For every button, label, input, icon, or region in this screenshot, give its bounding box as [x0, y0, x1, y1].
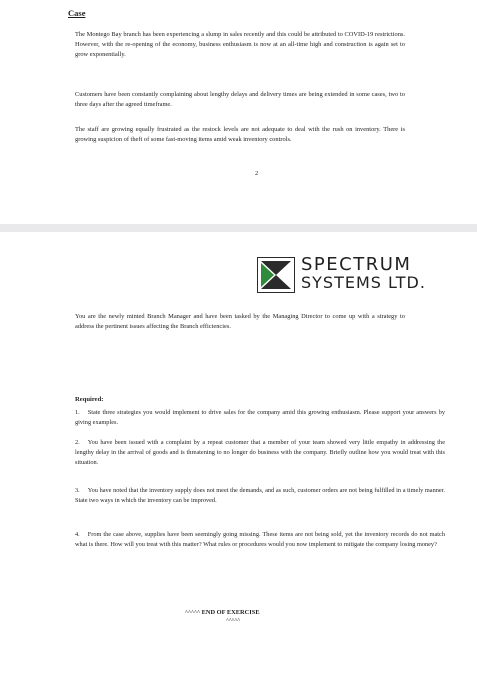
logo-line-2: SYSTEMS LTD.: [301, 273, 426, 292]
question-item: [75, 486, 445, 506]
question-number: 3.: [75, 487, 80, 494]
case-heading: Case: [68, 8, 86, 18]
question-number: 2.: [75, 439, 80, 446]
question-item: [75, 530, 445, 550]
case-paragraph-inventory: The staff are growing equally frustrated as the restock levels are not adequate to deal with the rush on inventory. There is growing suspicion of theft of some fast-moving items amid weak inventory controls.: [75, 126, 405, 143]
question-text: You have been issued with a complaint by a repeat customer that a member of your team showed very little empathy in addressing the lengthy delay in the arrival of goods and is threatening to no longer do business with the company. Briefly outline how you would treat with this situation.: [75, 439, 445, 466]
company-logo: [257, 255, 442, 297]
question-text: You have noted that the inventory supply does not meet the demands, and as such, customer orders are not being fulfilled in a timely manner. State two ways in which the inventory can be improved.: [75, 487, 445, 504]
case-paragraph-sales: The Montego Bay branch has been experiencing a slump in sales recently and this could be attributed to COVID-19 restrictions. However, with the re-opening of the economy, business enthusiasm is now at an all-time high and construction is again set to grow exponentially.: [75, 31, 405, 58]
question-item: [75, 408, 445, 428]
document-page-1: [0, 0, 477, 224]
case-paragraph-delays: Customers have been constantly complaining about lengthy delays and delivery times are being extended in some cases, two to three days after the agreed timeframe.: [75, 91, 405, 108]
task-intro-paragraph: You are the newly minted Branch Manager and have been tasked by the Managing Director to come up with a strategy to address the pertinent issues affecting the Branch efficiencies.: [75, 313, 405, 330]
question-text: State three strategies you would implement to drive sales for the company amid this growing enthusiasm. Please support your answers by giving examples.: [75, 409, 445, 426]
question-number: 4.: [75, 531, 80, 538]
required-label: Required:: [75, 396, 104, 403]
logo-line-1: SPECTRUM: [301, 254, 412, 275]
document-page-2: [0, 232, 477, 700]
question-text: From the case above, supplies have been seemingly going missing. These items are not being sold, yet the inventory records do not match what is there. How will you treat with this matter? What rules or procedures would you now implement to mitigate the company losing money?: [75, 531, 445, 548]
end-of-exercise: [185, 609, 260, 616]
end-text: END OF EXERCISE: [201, 609, 260, 616]
end-suffix: ^^^^^: [226, 618, 241, 624]
question-number: 1.: [75, 409, 80, 416]
question-item: [75, 438, 445, 468]
page-number: 2: [255, 170, 259, 177]
spectrum-logo-mark-icon: [257, 257, 295, 293]
end-prefix: ^^^^^: [185, 609, 202, 616]
logo-wordmark: [301, 255, 426, 292]
